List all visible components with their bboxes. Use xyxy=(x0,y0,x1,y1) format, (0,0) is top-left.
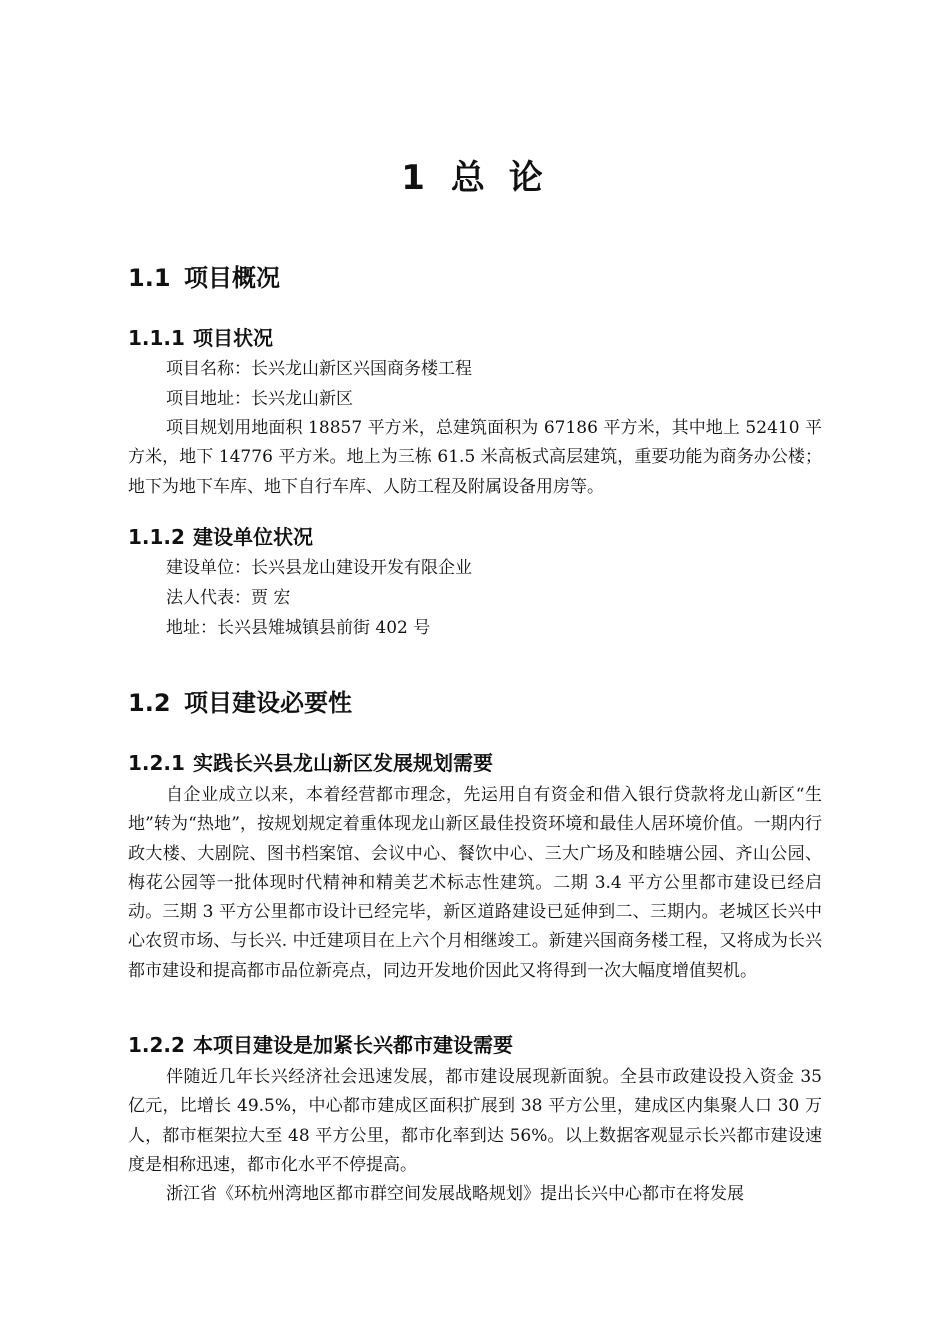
subsection-title: 项目状况 xyxy=(192,326,273,350)
subsection-heading-1-2-1 xyxy=(128,747,493,776)
chapter-title xyxy=(0,150,950,199)
builder-unit-line: 建设单位：长兴县龙山建设开发有限企业 xyxy=(166,558,472,578)
subsection-number: 1.1.2 xyxy=(128,525,185,549)
section-number: 1.1 xyxy=(128,264,171,292)
project-name-line: 项目名称：长兴龙山新区兴国商务楼工程 xyxy=(166,359,472,379)
section-number: 1.2 xyxy=(128,689,171,717)
builder-address-line: 地址：长兴县雉城镇县前街 402 号 xyxy=(166,618,431,638)
subsection-number: 1.2.1 xyxy=(128,751,185,775)
subsection-heading-1-1-1 xyxy=(128,322,273,351)
subsection-heading-1-1-2 xyxy=(128,521,313,550)
development-plan-paragraph: 自企业成立以来，本着经营都市理念，先运用自有资金和借入银行贷款将龙山新区“生地”转为“热地”，按规划规定着重体现龙山新区最佳投资环境和最佳人居环境价值。一期内行政大楼、大剧院、图书档案馆、会议中心、餐饮中心、三大广场及和睦塘公园、齐山公园、梅花公园等一批体现时代精神和精美艺术标志性建筑。二期 3.4 平方公里都市建设已经启动。三期 3 平方公里都市设计已经完毕，新区道路建设已延伸到二、三期内。老城区长兴中心农贸市场、与长兴. 中迁建项目在上六个月相继竣工。新建兴国商务楼工程，又将成为长兴都市建设和提高都市品位新亮点，同边开发地价因此又将得到一次大幅度增值契机。 xyxy=(128,785,822,981)
chapter-number: 1 xyxy=(401,158,431,198)
subsection-title: 建设单位状况 xyxy=(192,525,313,549)
section-title: 项目建设必要性 xyxy=(184,689,352,717)
legal-rep-line: 法人代表：贾 宏 xyxy=(166,588,291,608)
chapter-title-text: 总 论 xyxy=(450,158,549,198)
subsection-title: 本项目建设是加紧长兴都市建设需要 xyxy=(192,1033,513,1057)
subsection-heading-1-2-2 xyxy=(128,1029,513,1058)
project-address-line: 项目地址：长兴龙山新区 xyxy=(166,389,353,409)
subsection-title: 实践长兴县龙山新区发展规划需要 xyxy=(192,751,493,775)
section-heading-1-1 xyxy=(128,258,280,293)
subsection-number: 1.1.1 xyxy=(128,326,185,350)
city-growth-paragraph: 伴随近几年长兴经济社会迅速发展，都市建设展现新面貌。全县市政建设投入资金 35 亿元，比增长 49.5%，中心都市建成区面积扩展到 38 平方公里，建成区内集聚人口 30 万人，都市框架拉大至 48 平方公里，都市化率到达 56%。以上数据客观显示长兴都市建设速度是相称迅速，都市化水平不停提高。 xyxy=(128,1067,822,1175)
section-title: 项目概况 xyxy=(184,264,280,292)
project-scale-paragraph: 项目规划用地面积 18857 平方米，总建筑面积为 67186 平方米，其中地上 52410 平方米，地下 14776 平方米。地上为三栋 61.5 米高板式高层建筑，重要功能为商务办公楼；地下为地下车库、地下自行车库、人防工程及附属设备用房等。 xyxy=(128,418,822,497)
subsection-number: 1.2.2 xyxy=(128,1033,185,1057)
section-heading-1-2 xyxy=(128,683,352,718)
strategy-plan-paragraph: 浙江省《环杭州湾地区都市群空间发展战略规划》提出长兴中心都市在将发展 xyxy=(166,1184,744,1204)
